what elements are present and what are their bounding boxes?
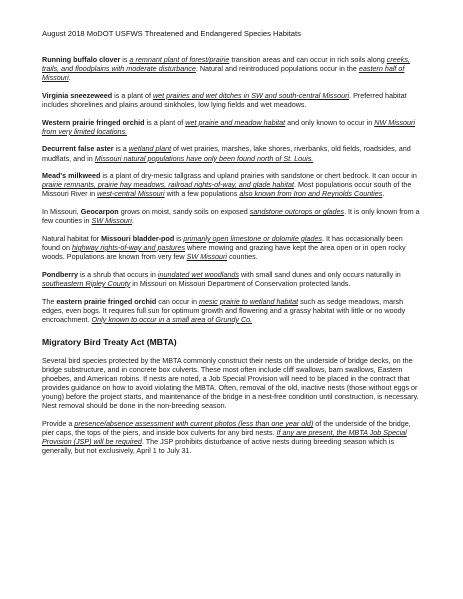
text-run: is	[120, 55, 130, 64]
text-run: of wet prairies, marshes, lake shores, riverbanks, old fields, roadsides, and mudflats, and in	[42, 144, 411, 163]
emphasized-text: mesic prairie to wetland habitat	[199, 296, 299, 306]
species-name: Geocarpon	[80, 207, 119, 217]
text-run: . The JSP prohibits disturbance of active nests during breeding season which is generally, but not exclusively, April 1 to July 31.	[42, 437, 395, 456]
paragraph	[42, 419, 422, 455]
species-name: Running buffalo clover	[42, 55, 121, 64]
text-run: Natural habitat for	[42, 233, 102, 243]
mbta-section	[42, 356, 422, 456]
text-run: of the underside of the bridge, pier caps, the tops of the piers, and inside box culverts for any bird nests.	[42, 419, 411, 438]
emphasized-text: wet prairies and wet ditches in SW and south-central Missouri	[152, 90, 350, 100]
text-run: such as sedge meadows, marsh edges, even bogs. It requires full sun for optimum growth and flowering and a grassy habitat with little or no woody encroachment.	[42, 296, 406, 324]
text-run: The	[42, 296, 57, 306]
text-run: .	[382, 189, 385, 199]
emphasized-text: sandstone outcrops or glades	[249, 207, 345, 217]
text-run: .	[68, 73, 71, 83]
species-name: Pondberry	[42, 269, 78, 279]
text-run: . Natural and reintroduced populations occur in the	[195, 64, 359, 74]
emphasized-text: wet prairie and meadow habitat	[185, 117, 286, 127]
emphasized-text: eastern half of Missouri	[42, 64, 405, 83]
species-name: Western prairie fringed orchid	[42, 117, 145, 127]
species-name: eastern prairie fringed orchid	[56, 296, 157, 306]
text-run: is a	[113, 144, 129, 154]
emphasized-text: creeks, trails, and floodplains with moderate disturbance	[42, 55, 410, 74]
text-run: with a few populations	[164, 189, 240, 199]
species-name: Virginia sneezeweed	[42, 90, 113, 100]
text-run: is a shrub that occurs in	[77, 269, 158, 279]
paragraph	[42, 55, 422, 82]
emphasized-text: NW Missouri from very limited locations.	[42, 117, 416, 136]
emphasized-text: presence/absence assessment with current photos (less than one year old)	[74, 419, 314, 429]
emphasized-text: a remnant plant of forest/prairie	[129, 55, 230, 64]
paragraph	[42, 91, 422, 109]
text-run: . It is only known from a few counties in	[42, 207, 420, 226]
paragraph	[42, 171, 422, 198]
emphasized-text: also known from Iron and Reynolds Counties	[239, 189, 383, 199]
document-body	[42, 55, 422, 464]
emphasized-text: SW Missouri	[186, 252, 227, 262]
paragraph	[42, 144, 422, 162]
emphasized-text: Missouri natural populations have only been found north of St. Louis.	[94, 153, 314, 163]
text-run: . Most populations occur south of the Missouri River in	[42, 180, 412, 199]
page-header: August 2018 MoDOT USFWS Threatened and Endangered Species Habitats	[42, 29, 301, 38]
text-run: where mowing and grazing have kept the area open or in open rocky woods. Populations are known from very few	[42, 242, 406, 262]
paragraph	[42, 297, 422, 324]
emphasized-text: If any are present, the MBTA Job Special Provision (JSP) will be required	[42, 428, 407, 447]
text-run: can occur in	[156, 296, 199, 306]
emphasized-text: SW Missouri	[91, 216, 132, 226]
text-run: counties.	[226, 252, 258, 262]
species-name: Missouri bladder-pod	[101, 233, 175, 243]
text-run: is a plant of	[144, 117, 186, 127]
paragraph	[42, 118, 422, 136]
text-run: In Missouri,	[42, 207, 81, 217]
section-heading: Migratory Bird Treaty Act (MBTA)	[42, 336, 177, 347]
text-run: transition areas and can occur in rich soils along	[229, 55, 387, 64]
text-run: Provide a	[42, 419, 75, 429]
text-run: grows on moist, sandy soils on exposed	[118, 207, 250, 217]
species-name: Mead's milkweed	[42, 171, 101, 181]
text-run: .	[131, 216, 134, 226]
emphasized-text: west-central Missouri	[97, 189, 165, 199]
paragraph	[42, 270, 422, 288]
text-run: Several bird species protected by the MBTA commonly construct their nests on the underside of bridge decks, on the bridge substructure, and in concrete box culverts. These most often include cliff swallows, barn swallows, Eastern phoebes, and American robins. If nests are noted, a Job Special Provision will need to be placed in the contract that provides guidance on how to avoid violating the MBTA. Often, removal of the old, inactive nests (those without eggs or young) before the project starts, and maintenance of the bridge in a nest-free condition until construction, is necessary. Nest removal should be done in the non-breeding season.	[42, 355, 419, 411]
emphasized-text: primarily open limestone or dolomite glades	[183, 233, 323, 243]
text-run: . It has occasionally been found on	[42, 233, 403, 252]
species-section	[42, 55, 422, 324]
paragraph	[42, 356, 422, 411]
emphasized-text: highway rights-of-way and pastures	[71, 242, 186, 252]
text-run: in Missouri on Missouri Department of Conservation protected lands.	[130, 278, 351, 288]
text-run: is a plant of	[112, 90, 153, 100]
paragraph	[42, 207, 422, 225]
text-run: . Preferred habitat includes shorelines and plains around sinkholes, low lying fields and wet meadows.	[42, 90, 407, 109]
emphasized-text: southeastern Ripley County	[42, 278, 131, 288]
paragraph	[42, 234, 422, 261]
emphasized-text: inundated wet woodlands	[157, 269, 239, 279]
emphasized-text: wetland plant	[128, 144, 172, 154]
emphasized-text: prairie remnants, prairie hay meadows, railroad rights-of-way, and glade habitat	[42, 180, 294, 190]
emphasized-text: Only known to occur in a small area of Grundy Co.	[91, 314, 253, 324]
text-run: is a plant of dry-mesic tallgrass and upland prairies with sandstone or chert bedrock. It can occur in	[100, 171, 417, 181]
species-name: Decurrent false aster	[42, 144, 114, 154]
text-run: with small sand dunes and only occurs naturally in	[238, 269, 401, 279]
text-run: is	[174, 233, 184, 243]
text-run: and only known to occur in	[285, 117, 375, 127]
